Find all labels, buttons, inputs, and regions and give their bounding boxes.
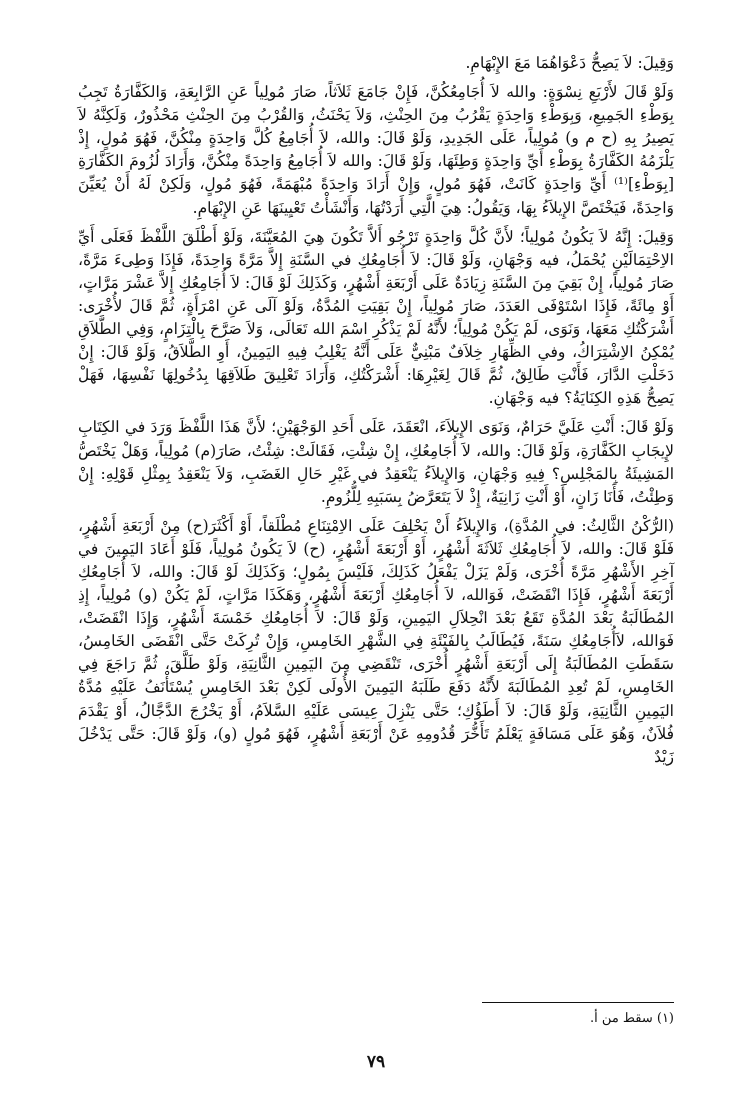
body-text <box>78 52 674 775</box>
page-number: ٧٩ <box>366 1052 386 1072</box>
paragraph-3: وَقِيلَ: إِنَّهُ لاَ يَكُونُ مُولِياً؛ لأَنَّ كُلَّ وَاحِدَةٍ تَرْجُو أَلاَّ تَكُونَ هِيَ المُعَيَّنَةَ، وَلَوْ أَطْلَقَ اللَّفْظَ فَعَلَى أَيِّ الاِحْتِمَالَيْنِ يُحْمَلُ، فيه وَجْهَانِ، وَلَوْ قَالَ: لاَ أُجَامِعُكِ في السَّنَةِ إِلاَّ مَرَّةً وَاحِدَةً، فَإِذَا وَطِىءَ مَرَّةً، صَارَ مُولِياً، إِنْ بَقِيَ مِنَ السَّنَةِ زِيَادَةٌ عَلَى أَرْبَعَةِ أَشْهُرٍ، وَكَذَلِكَ لَوْ قَالَ: لاَ أُجَامِعُكِ إِلاَّ عَشْرَ مَرَّاتٍ، أَوْ مِائَةً، فَإِذَا اسْتَوْفَى العَدَدَ، صَارَ مُولِياً، إِنْ بَقِيَتِ المُدَّةُ، وَلَوْ آلَى عَنِ امْرَأَةٍ، ثُمَّ قَالَ لأُخْرَى: أَشْرَكْتُكِ مَعَهَا، وَنَوَى، لَمْ يَكُنْ مُولِياً؛ لأَنَّهُ لَمْ يَذْكُرِ اسْمَ الله تَعَالَى، وَلاَ صَرَّحَ بِالْتِزَامٍ، وَفِي الطَّلاَقِ يُمْكِنُ الاِشْتِرَاكُ، وفي الظِّهَارِ خِلاَفٌ مَبْنِيٌّ عَلَى أَنَّهُ يَغْلِبُ فِيهِ اليَمِينُ، أَوِ الطَّلاَقُ، وَلَوْ قَالَ: إِنْ دَخَلْتِ الدَّارَ، فَأَنْتِ طَالِقٌ، ثُمَّ قَالَ لِغَيْرِهَا: أَشْرَكْتُكِ، وَأَرَادَ تَعْلِيقَ طَلاَقِهَا بِدُخُولِهَا نَفْسِهَا، فَهَلْ يَصِحُّ هَذِهِ الكِنَايَةُ؟ فيه وَجْهَانِ. <box>78 227 674 408</box>
paragraph-1: وَقِيلَ: لاَ يَصِحُّ دَعْوَاهُمَا مَعَ الإِبْهَامِ. <box>465 54 674 72</box>
paragraph-2: وَلَوْ قَالَ لأَرْبَعِ نِسْوَةٍ: والله لاَ أُجَامِعُكُنَّ، فَإِنْ جَامَعَ ثَلاَثاً، صَارَ مُولِياً عَنِ الرَّابِعَةِ، وَالكَفَّارَةُ تَجِبُ بِوَطْءِ الجَمِيعِ، وَبِوَطْءِ وَاحِدَةٍ يَقْرُبُ مِنَ الحِنْثِ، وَلاَ يَحْنَثُ، وَالقُرْبُ مِنَ الحِنْثِ مَحْذُورٌ، وَلَكِنَّهُ لاَ يَصِيرُ بِهِ (ح م و) مُولِياً، عَلَى الجَدِيدِ، وَلَوْ قَالَ: والله، لاَ أُجَامِعُ كُلَّ وَاحِدَةٍ مِنْكُنَّ، فَهُوَ مُولٍ، إِذْ يَلْزَمُهُ الكَفَّارَةُ بِوَطْءِ أَيِّ وَاحِدَةٍ وَطِئَهَا، وَلَوْ قَالَ: والله لاَ أُجَامِعُ وَاحِدَةً مِنْكُنَّ، وَأَرَادَ لُزُومَ الكَفَّارَةِ [بِوَطْءِ]⁽¹⁾ أَيِّ وَاحِدَةٍ كَانَتْ، فَهُوَ مُولٍ، وَإِنْ أَرَادَ وَاحِدَةً مُبْهَمَةً، فَهُوَ مُولٍ، وَلَكِنْ لَهُ أَنْ يُعَيِّنَ وَاحِدَةً، فَيَخْتَصَّ الإِيلاَءُ بِهَا، وَيَقُولُ: هِيَ الَّتِي أَرَدْتُهَا، وَأَنْشَأْتُ تَعْيِينَهَا عَنِ الإِبْهَامِ. <box>78 83 674 217</box>
footnote: (١) سقط من أ. <box>590 1011 674 1026</box>
paragraph-4: وَلَوْ قَالَ: أَنْتِ عَلَيَّ حَرَامٌ، وَنَوَى الإِيلاَءَ، انْعَقَدَ، عَلَى أَحَدِ الوَجْهَيْنِ؛ لأَنَّ هَذَا اللَّفْظَ وَرَدَ في الكِتَابِ لإِيجَابِ الكَفَّارَةِ، وَلَوْ قَالَ: والله، لاَ أُجَامِعُكِ، إِنْ شِئْتِ، فَقَالَتْ: شِئْتُ، صَارَ(م) مُولِياً، وَهَلْ يَخْتَصُّ المَشِيئَةُ بِالمَجْلِسِ؟ فِيهِ وَجْهَانِ، وَالإِيلاَءُ يَنْعَقِدُ في غَيْرِ حَالِ الغَضَبِ، وَلاَ يَنْعَقِدُ بِمِثْلِ قَوْلِهِ: إِنْ وَطِئْتُ، فَأَنَا زَانٍ، أَوْ أَنْتِ زَانِيَةٌ، إِذْ لاَ يَتَعَرَّضُ بِسَبَبِهِ لِلُّزُومِ. <box>78 418 674 506</box>
footnote-divider <box>482 1002 674 1003</box>
paragraph-5: (الرُّكْنُ الثَّالِثُ: في المُدَّةِ)، وَالإِيلاَءُ أَنْ يَحْلِفَ عَلَى الاِمْتِنَاعِ مُطْلَقاً، أَوْ أَكْثَرَ(ح) مِنْ أَرْبَعَةِ أَشْهُرٍ، فَلَوْ قَالَ: والله، لاَ أُجَامِعُكِ ثَلاَثَةَ أَشْهُرٍ، أَوْ أَرْبَعَةَ أَشْهُرٍ، (ح) لاَ يَكُونُ مُولِياً، فَلَوْ أَعَادَ اليَمِينَ في آخِرِ الأَشْهُرِ مَرَّةً أُخْرَى، وَلَمْ يَزَلْ يَفْعَلُ كَذَلِكَ، فَلَيْسَ بِمُولٍ؛ وَكَذَلِكَ لَوْ قَالَ: والله، لاَ أُجَامِعُكِ أَرْبَعَةَ أَشْهُرٍ، فَإِذَا انْقَضَتْ، فَوَالله، لاَ أُجَامِعُكِ أَرْبَعَةَ أَشْهُرٍ، وَهَكَذَا مَرَّاتٍ، لَمْ يَكُنْ (و) مُولِياً، إِذِ المُطَالَبَةُ بَعْدَ المُدَّةِ تَقَعُ بَعْدَ انْحِلاَلِ اليَمِينِ، وَلَوْ قَالَ: لاَ أُجَامِعُكِ خَمْسَةَ أَشْهُرٍ، وَإِذَا انْقَضَتْ، فَوَالله، لاَأُجَامِعُكِ سَنَةً، فَيُطَالَبُ بِالفَيْئَةِ فِي الشَّهْرِ الخَامِسِ، وَإِنْ تُرِكَتْ حَتَّى انْقَضَى الخَامِسُ، سَقَطَتِ المُطَالَبَةُ إِلَى أَرْبَعَةِ أَشْهُرٍ أُخْرَى، تَنْقَضِي مِنَ اليَمِينِ الثَّانِيَةِ، وَلَوْ طَلَّقَ، ثُمَّ رَاجَعَ فِي الخَامِسِ، لَمْ تُعِدِ المُطَالَبَةَ لأَنَّهُ دَفَعَ طَلَبَهُ اليَمِينَ الأُولَى لَكِنْ بَعْدَ الخَامِسِ يُسْتَأْنَفُ عَلَيْهِ مُدَّةُ اليَمِينِ الثَّانِيَةِ، وَلَوْ قَالَ: لاَ أَطَؤُكِ؛ حَتَّى يَنْزِلَ عِيسَى عَلَيْهِ السَّلاَمُ، أَوْ يَخْرُجَ الدَّجَّالُ، أَوْ يَقْدَمَ فُلاَنٌ، وَهُوَ عَلَى مَسَافَةٍ يَعْلَمُ تَأَخُّرَ قُدُومِهِ عَنْ أَرْبَعَةِ أَشْهُرٍ، فَهُوَ مُولٍ (و)، وَلَوْ قَالَ: حَتَّى يَدْخُلَ زَيْدٌ <box>78 516 674 766</box>
